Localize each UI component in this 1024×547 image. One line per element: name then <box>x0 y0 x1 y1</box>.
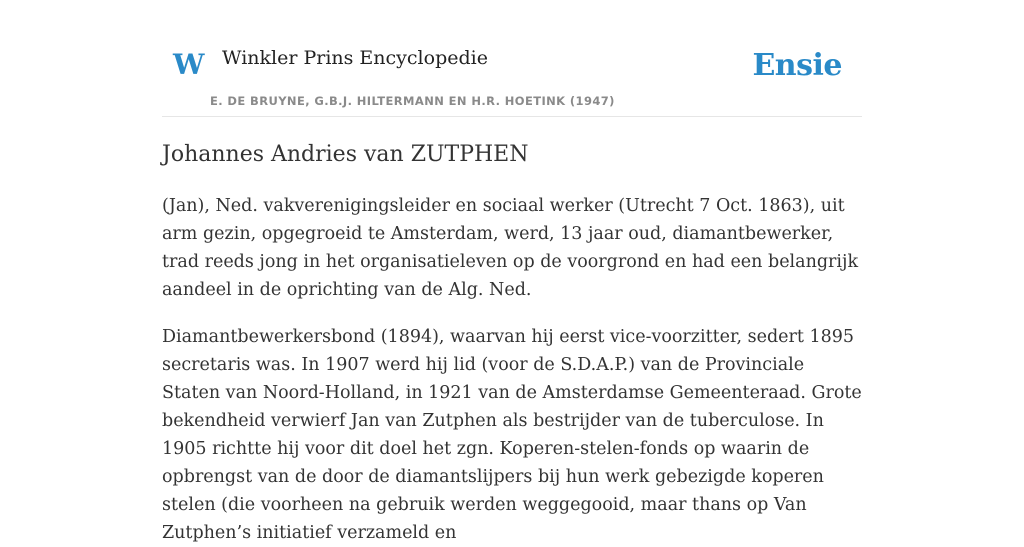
article-title: Johannes Andries van ZUTPHEN <box>162 142 529 167</box>
article-paragraph: (Jan), Ned. vakverenigingsleider en sociaal werker (Utrecht 7 Oct. 1863), uit arm gezin, opgegroeid te Amsterdam, werd, 13 jaar oud, diamantbewerker, trad reeds jong in het organisatieleven op de voorgrond en had een belangrijk aandeel in de oprichting van de Alg. Ned. <box>162 196 859 300</box>
winkler-prins-logo[interactable]: W <box>173 48 205 81</box>
source-title[interactable]: Winkler Prins Encyclopedie <box>222 47 488 69</box>
article <box>162 140 862 547</box>
source-header <box>162 36 862 117</box>
article-paragraph: Diamantbewerkersbond (1894), waarvan hij eerst vice-voorzitter, sedert 1895 secretaris was. In 1907 werd hij lid (voor de S.D.A.P.) van de Provinciale Staten van Noord-Holland, in 1921 van de Amsterdamse Gemeenteraad. Grote bekendheid verwierf Jan van Zutphen als bestrijder van de tuberculose. In 1905 richtte hij voor dit doel het zgn. Koperen-stelen-fonds op waarin de opbrengst van de door de diamantslijpers bij hun werk gebezigde koperen stelen (die voorheen na gebruik werden weggegooid, maar thans op Van Zutphen’s initiatief verzameld en <box>162 327 862 543</box>
ensie-logo[interactable]: Ensie <box>752 48 842 83</box>
source-authors: E. DE BRUYNE, G.B.J. HILTERMANN EN H.R. HOETINK (1947) <box>210 94 615 108</box>
